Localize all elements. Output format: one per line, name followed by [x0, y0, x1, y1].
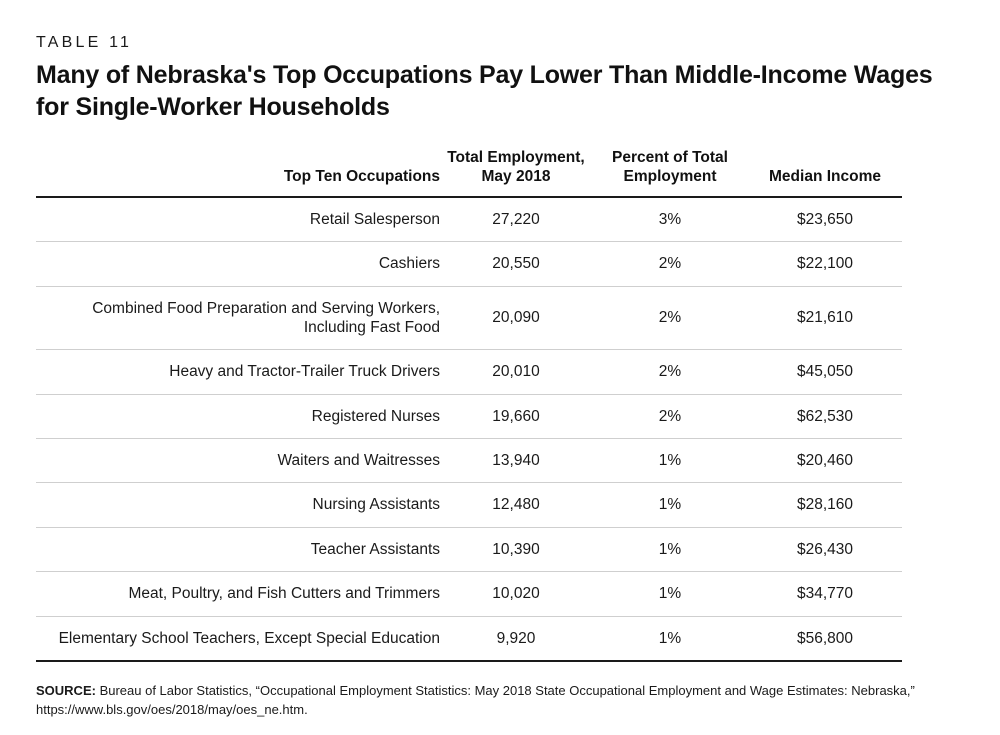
cell-occupation: Meat, Poultry, and Fish Cutters and Trimmers — [36, 572, 440, 616]
cell-percent-total-employment: 2% — [592, 286, 748, 350]
table-row — [36, 286, 902, 350]
cell-median-income: $34,770 — [748, 572, 902, 616]
table-header-row — [36, 149, 902, 197]
table-row — [36, 242, 902, 286]
table-number-label: TABLE 11 — [36, 34, 133, 51]
cell-occupation: Retail Salesperson — [36, 197, 440, 242]
source-text: Bureau of Labor Statistics, “Occupational Employment Statistics: May 2018 State Occupational Employment and Wage Estimates: Nebraska,” https://www.bls.gov/oes/2018/may/oes_ne.htm. — [36, 682, 915, 717]
table-header — [36, 149, 902, 197]
cell-median-income: $56,800 — [748, 616, 902, 661]
cell-occupation: Heavy and Tractor-Trailer Truck Drivers — [36, 350, 440, 394]
source-note — [36, 682, 936, 720]
cell-median-income: $45,050 — [748, 350, 902, 394]
cell-total-employment: 9,920 — [440, 616, 592, 661]
occupations-table — [36, 149, 902, 662]
cell-median-income: $62,530 — [748, 394, 902, 438]
cell-occupation: Combined Food Preparation and Serving Workers, Including Fast Food — [36, 286, 440, 350]
table-row — [36, 197, 902, 242]
cell-percent-total-employment: 2% — [592, 394, 748, 438]
cell-total-employment: 13,940 — [440, 439, 592, 483]
cell-total-employment: 10,390 — [440, 527, 592, 571]
cell-median-income: $21,610 — [748, 286, 902, 350]
cell-occupation: Registered Nurses — [36, 394, 440, 438]
cell-total-employment: 19,660 — [440, 394, 592, 438]
source-label: SOURCE: — [36, 682, 96, 698]
cell-percent-total-employment: 3% — [592, 197, 748, 242]
cell-median-income: $20,460 — [748, 439, 902, 483]
table-row — [36, 394, 902, 438]
table-row — [36, 572, 902, 616]
table-row — [36, 350, 902, 394]
table-row — [36, 616, 902, 661]
cell-percent-total-employment: 2% — [592, 242, 748, 286]
cell-percent-total-employment: 1% — [592, 572, 748, 616]
cell-median-income: $28,160 — [748, 483, 902, 527]
cell-occupation: Elementary School Teachers, Except Special Education — [36, 616, 440, 661]
cell-occupation: Waiters and Waitresses — [36, 439, 440, 483]
cell-total-employment: 20,010 — [440, 350, 592, 394]
cell-total-employment: 20,550 — [440, 242, 592, 286]
cell-total-employment: 20,090 — [440, 286, 592, 350]
table-body — [36, 197, 902, 661]
cell-total-employment: 27,220 — [440, 197, 592, 242]
cell-median-income: $26,430 — [748, 527, 902, 571]
cell-percent-total-employment: 1% — [592, 483, 748, 527]
table-row — [36, 439, 902, 483]
column-header-percent-total-employment: Percent of Total Employment — [592, 149, 748, 197]
page-title: Many of Nebraska's Top Occupations Pay Lower Than Middle-Income Wages for Single-Worker Households — [36, 61, 933, 121]
column-header-median-income: Median Income — [748, 149, 902, 197]
cell-occupation: Nursing Assistants — [36, 483, 440, 527]
cell-percent-total-employment: 1% — [592, 439, 748, 483]
table-row — [36, 527, 902, 571]
cell-percent-total-employment: 1% — [592, 527, 748, 571]
table-row — [36, 483, 902, 527]
cell-total-employment: 10,020 — [440, 572, 592, 616]
cell-percent-total-employment: 1% — [592, 616, 748, 661]
column-header-total-employment: Total Employment, May 2018 — [440, 149, 592, 197]
cell-percent-total-employment: 2% — [592, 350, 748, 394]
column-header-occupation: Top Ten Occupations — [36, 149, 440, 197]
cell-total-employment: 12,480 — [440, 483, 592, 527]
cell-occupation: Teacher Assistants — [36, 527, 440, 571]
cell-occupation: Cashiers — [36, 242, 440, 286]
cell-median-income: $23,650 — [748, 197, 902, 242]
cell-median-income: $22,100 — [748, 242, 902, 286]
